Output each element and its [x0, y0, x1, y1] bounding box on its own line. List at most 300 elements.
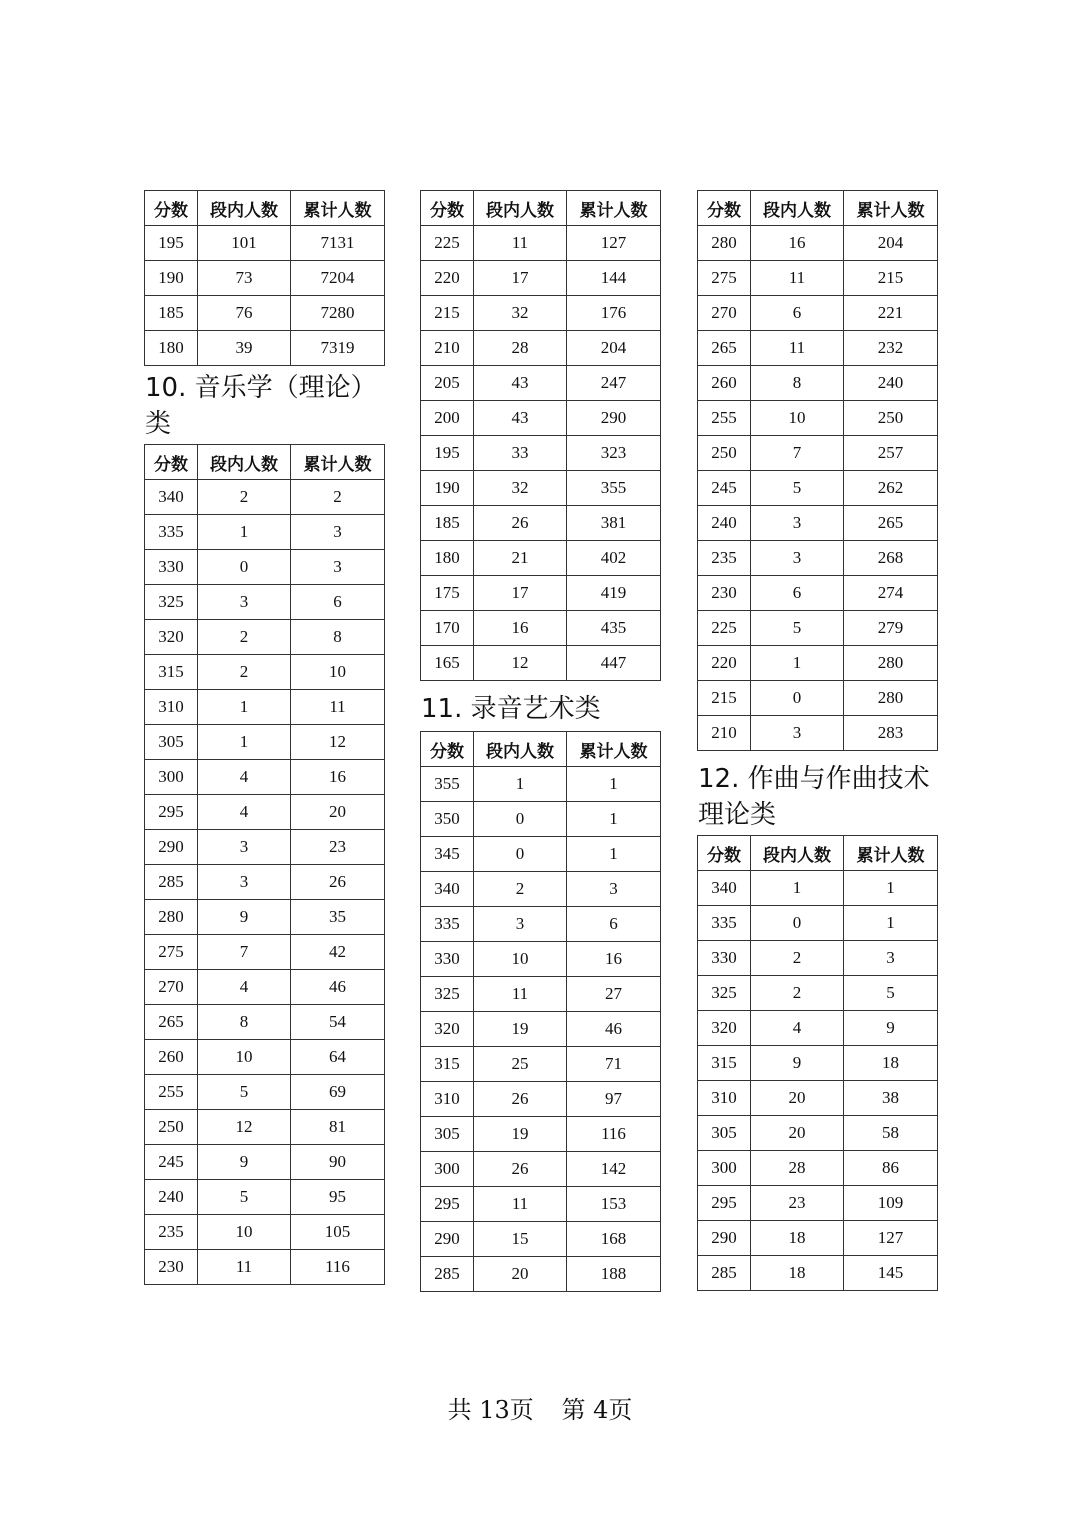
count-cell: 3	[751, 541, 844, 576]
score-cell: 190	[421, 471, 474, 506]
cumulative-cell: 105	[291, 1215, 385, 1250]
score-cell: 165	[421, 646, 474, 681]
header-score: 分数	[145, 445, 198, 480]
cumulative-cell: 188	[567, 1257, 661, 1292]
score-table	[144, 190, 385, 366]
cumulative-cell: 144	[567, 261, 661, 296]
table-row	[698, 1046, 938, 1081]
cumulative-cell: 280	[844, 681, 938, 716]
table-row	[421, 1152, 661, 1187]
score-cell: 340	[421, 872, 474, 907]
score-cell: 225	[698, 611, 751, 646]
score-cell: 295	[145, 795, 198, 830]
cumulative-cell: 38	[844, 1081, 938, 1116]
score-cell: 280	[698, 226, 751, 261]
score-cell: 250	[145, 1110, 198, 1145]
count-cell: 33	[474, 436, 567, 471]
cumulative-cell: 323	[567, 436, 661, 471]
cumulative-cell: 10	[291, 655, 385, 690]
table-row	[421, 977, 661, 1012]
cumulative-cell: 257	[844, 436, 938, 471]
cumulative-cell: 250	[844, 401, 938, 436]
table-row	[421, 1012, 661, 1047]
score-cell: 215	[698, 681, 751, 716]
count-cell: 4	[198, 760, 291, 795]
score-cell: 310	[698, 1081, 751, 1116]
count-cell: 0	[751, 906, 844, 941]
count-cell: 5	[751, 611, 844, 646]
cumulative-cell: 419	[567, 576, 661, 611]
table-row	[698, 261, 938, 296]
cumulative-cell: 402	[567, 541, 661, 576]
count-cell: 2	[198, 480, 291, 515]
header-row	[698, 191, 938, 226]
cumulative-cell: 109	[844, 1186, 938, 1221]
count-cell: 3	[198, 830, 291, 865]
score-cell: 335	[698, 906, 751, 941]
cumulative-cell: 247	[567, 366, 661, 401]
cumulative-cell: 7204	[291, 261, 385, 296]
score-cell: 330	[145, 550, 198, 585]
table-row	[421, 767, 661, 802]
count-cell: 43	[474, 401, 567, 436]
cumulative-cell: 81	[291, 1110, 385, 1145]
score-table	[697, 190, 938, 751]
cumulative-cell: 1	[567, 767, 661, 802]
header-cumulative: 累计人数	[567, 191, 661, 226]
table-row	[145, 795, 385, 830]
score-cell: 190	[145, 261, 198, 296]
cumulative-cell: 1	[567, 802, 661, 837]
score-cell: 325	[145, 585, 198, 620]
header-row	[698, 836, 938, 871]
count-cell: 2	[751, 941, 844, 976]
table-row	[421, 1222, 661, 1257]
cumulative-cell: 18	[844, 1046, 938, 1081]
count-cell: 10	[474, 942, 567, 977]
table-row	[698, 506, 938, 541]
header-cumulative: 累计人数	[844, 836, 938, 871]
header-count: 段内人数	[198, 191, 291, 226]
count-cell: 11	[474, 1187, 567, 1222]
cumulative-cell: 355	[567, 471, 661, 506]
count-cell: 21	[474, 541, 567, 576]
cumulative-cell: 5	[844, 976, 938, 1011]
score-cell: 230	[698, 576, 751, 611]
score-cell: 210	[421, 331, 474, 366]
count-cell: 6	[751, 576, 844, 611]
table-row	[421, 471, 661, 506]
cumulative-cell: 283	[844, 716, 938, 751]
score-cell: 305	[698, 1116, 751, 1151]
count-cell: 8	[751, 366, 844, 401]
cumulative-cell: 447	[567, 646, 661, 681]
cumulative-cell: 215	[844, 261, 938, 296]
header-count: 段内人数	[474, 191, 567, 226]
score-cell: 260	[145, 1040, 198, 1075]
count-cell: 25	[474, 1047, 567, 1082]
count-cell: 3	[474, 907, 567, 942]
table-row	[698, 1186, 938, 1221]
table-row	[421, 436, 661, 471]
table-row	[698, 871, 938, 906]
cumulative-cell: 46	[567, 1012, 661, 1047]
score-cell: 175	[421, 576, 474, 611]
count-cell: 3	[198, 865, 291, 900]
column-1	[144, 190, 384, 1285]
table-row	[698, 296, 938, 331]
column-3	[697, 190, 937, 1291]
count-cell: 16	[474, 611, 567, 646]
count-cell: 3	[751, 716, 844, 751]
score-cell: 255	[145, 1075, 198, 1110]
cumulative-cell: 3	[567, 872, 661, 907]
count-cell: 73	[198, 261, 291, 296]
header-count: 段内人数	[198, 445, 291, 480]
count-cell: 26	[474, 506, 567, 541]
table-row	[698, 226, 938, 261]
table-row	[698, 646, 938, 681]
count-cell: 16	[751, 226, 844, 261]
count-cell: 17	[474, 576, 567, 611]
cumulative-cell: 7280	[291, 296, 385, 331]
count-cell: 3	[751, 506, 844, 541]
table-row	[421, 261, 661, 296]
count-cell: 3	[198, 585, 291, 620]
cumulative-cell: 8	[291, 620, 385, 655]
score-cell: 235	[698, 541, 751, 576]
header-cumulative: 累计人数	[291, 445, 385, 480]
cumulative-cell: 23	[291, 830, 385, 865]
header-score: 分数	[698, 836, 751, 871]
score-cell: 220	[421, 261, 474, 296]
cumulative-cell: 6	[567, 907, 661, 942]
table-row	[145, 970, 385, 1005]
count-cell: 2	[198, 655, 291, 690]
count-cell: 11	[751, 331, 844, 366]
score-cell: 310	[421, 1082, 474, 1117]
cumulative-cell: 42	[291, 935, 385, 970]
cumulative-cell: 168	[567, 1222, 661, 1257]
score-cell: 285	[421, 1257, 474, 1292]
cumulative-cell: 27	[567, 977, 661, 1012]
count-cell: 8	[198, 1005, 291, 1040]
table-row	[145, 620, 385, 655]
table-row	[698, 1116, 938, 1151]
page-current: 第 4页	[561, 1396, 633, 1424]
count-cell: 32	[474, 471, 567, 506]
score-cell: 315	[145, 655, 198, 690]
score-cell: 235	[145, 1215, 198, 1250]
cumulative-cell: 6	[291, 585, 385, 620]
count-cell: 2	[751, 976, 844, 1011]
score-cell: 180	[421, 541, 474, 576]
count-cell: 28	[751, 1151, 844, 1186]
count-cell: 23	[751, 1186, 844, 1221]
count-cell: 12	[474, 646, 567, 681]
header-count: 段内人数	[751, 191, 844, 226]
count-cell: 0	[751, 681, 844, 716]
header-count: 段内人数	[751, 836, 844, 871]
score-cell: 290	[698, 1221, 751, 1256]
table-row	[698, 906, 938, 941]
table-row	[145, 865, 385, 900]
table-row	[145, 655, 385, 690]
cumulative-cell: 116	[567, 1117, 661, 1152]
table-row	[421, 1187, 661, 1222]
score-cell: 250	[698, 436, 751, 471]
table-row	[421, 1082, 661, 1117]
cumulative-cell: 116	[291, 1250, 385, 1285]
table-row	[421, 942, 661, 977]
score-cell: 240	[698, 506, 751, 541]
section-title: 12. 作曲与作曲技术理论类	[698, 764, 930, 830]
score-cell: 325	[421, 977, 474, 1012]
header-score: 分数	[698, 191, 751, 226]
cumulative-cell: 153	[567, 1187, 661, 1222]
count-cell: 1	[751, 871, 844, 906]
count-cell: 19	[474, 1012, 567, 1047]
score-cell: 355	[421, 767, 474, 802]
count-cell: 10	[198, 1040, 291, 1075]
count-cell: 5	[751, 471, 844, 506]
table-row	[145, 1250, 385, 1285]
cumulative-cell: 2	[291, 480, 385, 515]
table-row	[145, 515, 385, 550]
cumulative-cell: 1	[844, 871, 938, 906]
score-cell: 265	[145, 1005, 198, 1040]
score-cell: 340	[698, 871, 751, 906]
table-row	[421, 576, 661, 611]
header-count: 段内人数	[474, 732, 567, 767]
cumulative-cell: 16	[567, 942, 661, 977]
score-cell: 240	[145, 1180, 198, 1215]
table-row	[421, 837, 661, 872]
table-row	[698, 941, 938, 976]
count-cell: 18	[751, 1221, 844, 1256]
score-cell: 245	[698, 471, 751, 506]
table-row	[145, 1075, 385, 1110]
count-cell: 11	[474, 977, 567, 1012]
count-cell: 5	[198, 1180, 291, 1215]
column-2	[420, 190, 660, 1292]
table-row	[698, 1011, 938, 1046]
table-row	[145, 760, 385, 795]
score-cell: 310	[145, 690, 198, 725]
score-cell: 200	[421, 401, 474, 436]
cumulative-cell: 145	[844, 1256, 938, 1291]
score-cell: 315	[421, 1047, 474, 1082]
count-cell: 1	[198, 725, 291, 760]
table-row	[421, 506, 661, 541]
score-cell: 290	[421, 1222, 474, 1257]
score-cell: 275	[698, 261, 751, 296]
cumulative-cell: 280	[844, 646, 938, 681]
cumulative-cell: 127	[567, 226, 661, 261]
count-cell: 4	[198, 970, 291, 1005]
table-row	[421, 226, 661, 261]
score-cell: 290	[145, 830, 198, 865]
score-cell: 330	[698, 941, 751, 976]
cumulative-cell: 12	[291, 725, 385, 760]
count-cell: 0	[474, 837, 567, 872]
count-cell: 18	[751, 1256, 844, 1291]
cumulative-cell: 435	[567, 611, 661, 646]
table-row	[421, 1117, 661, 1152]
cumulative-cell: 90	[291, 1145, 385, 1180]
score-table	[420, 731, 661, 1292]
table-row	[698, 716, 938, 751]
header-row	[421, 732, 661, 767]
cumulative-cell: 204	[844, 226, 938, 261]
count-cell: 101	[198, 226, 291, 261]
score-cell: 265	[698, 331, 751, 366]
header-cumulative: 累计人数	[844, 191, 938, 226]
count-cell: 12	[198, 1110, 291, 1145]
count-cell: 7	[198, 935, 291, 970]
count-cell: 6	[751, 296, 844, 331]
count-cell: 20	[474, 1257, 567, 1292]
cumulative-cell: 9	[844, 1011, 938, 1046]
cumulative-cell: 71	[567, 1047, 661, 1082]
score-cell: 220	[698, 646, 751, 681]
score-cell: 300	[698, 1151, 751, 1186]
score-cell: 185	[145, 296, 198, 331]
cumulative-cell: 221	[844, 296, 938, 331]
header-row	[145, 445, 385, 480]
count-cell: 17	[474, 261, 567, 296]
count-cell: 9	[198, 1145, 291, 1180]
score-cell: 345	[421, 837, 474, 872]
score-cell: 335	[145, 515, 198, 550]
cumulative-cell: 204	[567, 331, 661, 366]
count-cell: 19	[474, 1117, 567, 1152]
cumulative-cell: 58	[844, 1116, 938, 1151]
page-total: 共 13页	[447, 1396, 534, 1424]
table-row	[698, 471, 938, 506]
table-row	[421, 366, 661, 401]
table-row	[145, 1215, 385, 1250]
table-row	[145, 900, 385, 935]
header-row	[145, 191, 385, 226]
cumulative-cell: 290	[567, 401, 661, 436]
cumulative-cell: 95	[291, 1180, 385, 1215]
count-cell: 1	[198, 690, 291, 725]
table-row	[698, 1221, 938, 1256]
cumulative-cell: 240	[844, 366, 938, 401]
cumulative-cell: 46	[291, 970, 385, 1005]
count-cell: 4	[198, 795, 291, 830]
score-cell: 330	[421, 942, 474, 977]
table-row	[698, 681, 938, 716]
cumulative-cell: 3	[844, 941, 938, 976]
score-cell: 205	[421, 366, 474, 401]
count-cell: 11	[751, 261, 844, 296]
cumulative-cell: 176	[567, 296, 661, 331]
cumulative-cell: 35	[291, 900, 385, 935]
table-row	[421, 611, 661, 646]
count-cell: 2	[198, 620, 291, 655]
cumulative-cell: 7319	[291, 331, 385, 366]
table-row	[698, 1256, 938, 1291]
count-cell: 10	[198, 1215, 291, 1250]
score-cell: 300	[421, 1152, 474, 1187]
count-cell: 0	[474, 802, 567, 837]
count-cell: 28	[474, 331, 567, 366]
table-row	[698, 611, 938, 646]
score-cell: 230	[145, 1250, 198, 1285]
table-row	[145, 830, 385, 865]
score-cell: 295	[698, 1186, 751, 1221]
count-cell: 2	[474, 872, 567, 907]
table-row	[421, 1257, 661, 1292]
table-row	[145, 296, 385, 331]
cumulative-cell: 1	[567, 837, 661, 872]
count-cell: 26	[474, 1152, 567, 1187]
cumulative-cell: 262	[844, 471, 938, 506]
score-cell: 185	[421, 506, 474, 541]
table-row	[698, 576, 938, 611]
cumulative-cell: 1	[844, 906, 938, 941]
cumulative-cell: 142	[567, 1152, 661, 1187]
score-table	[420, 190, 661, 681]
count-cell: 11	[198, 1250, 291, 1285]
score-cell: 320	[698, 1011, 751, 1046]
header-cumulative: 累计人数	[291, 191, 385, 226]
count-cell: 9	[751, 1046, 844, 1081]
score-cell: 195	[421, 436, 474, 471]
score-cell: 325	[698, 976, 751, 1011]
table-row	[145, 261, 385, 296]
score-cell: 320	[145, 620, 198, 655]
table-row	[145, 1005, 385, 1040]
count-cell: 11	[474, 226, 567, 261]
score-table	[697, 835, 938, 1291]
table-row	[698, 1081, 938, 1116]
count-cell: 7	[751, 436, 844, 471]
table-row	[145, 226, 385, 261]
table-row	[145, 935, 385, 970]
cumulative-cell: 16	[291, 760, 385, 795]
count-cell: 9	[198, 900, 291, 935]
table-row	[421, 296, 661, 331]
header-cumulative: 累计人数	[567, 732, 661, 767]
score-cell: 280	[145, 900, 198, 935]
table-row	[698, 976, 938, 1011]
score-cell: 320	[421, 1012, 474, 1047]
cumulative-cell: 11	[291, 690, 385, 725]
table-row	[145, 1145, 385, 1180]
header-score: 分数	[421, 191, 474, 226]
table-row	[421, 802, 661, 837]
table-row	[145, 585, 385, 620]
score-cell: 210	[698, 716, 751, 751]
table-row	[421, 401, 661, 436]
score-cell: 260	[698, 366, 751, 401]
table-row	[145, 1110, 385, 1145]
score-cell: 215	[421, 296, 474, 331]
score-cell: 225	[421, 226, 474, 261]
score-cell: 350	[421, 802, 474, 837]
count-cell: 39	[198, 331, 291, 366]
count-cell: 43	[474, 366, 567, 401]
cumulative-cell: 274	[844, 576, 938, 611]
table-row	[421, 646, 661, 681]
count-cell: 76	[198, 296, 291, 331]
cumulative-cell: 86	[844, 1151, 938, 1186]
header-score: 分数	[145, 191, 198, 226]
count-cell: 1	[751, 646, 844, 681]
